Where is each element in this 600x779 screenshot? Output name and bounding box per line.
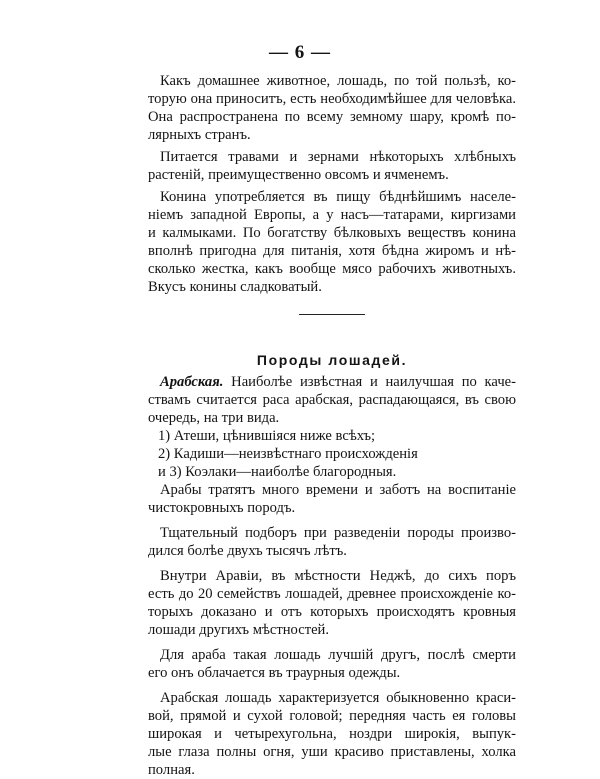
page-body (148, 72, 516, 779)
paragraph-head-description (148, 689, 516, 779)
text-line: торую она приноситъ, есть необходимѣйшее для человѣка. (148, 91, 516, 107)
text-line: вполнѣ пригодна для питанія, хотя бѣдна жиромъ и нѣ- (148, 243, 516, 259)
text-line: чистокровныхъ породъ. (148, 500, 296, 516)
text-line: и калмыками. По богатству бѣлковыхъ веществъ конина (148, 225, 516, 241)
paragraph-nejd-families (148, 567, 516, 639)
text-line: лярныхъ странъ. (148, 127, 251, 143)
text-line: ствамъ считается раса арабская, распадающаяся, въ свою (148, 392, 516, 408)
page-number: — 6 — (269, 42, 331, 63)
paragraph-best-friend (148, 646, 516, 682)
text-line: дился болѣе двухъ тысячъ лѣтъ. (148, 543, 347, 559)
text-line: есть до 20 семействъ лошадей, древнее происхожденіе ко- (148, 586, 516, 602)
text-line: широкая и четырехугольна, ноздри широкія, выпук- (148, 726, 516, 742)
text-line: Какъ домашнее животное, лошадь, по той пользѣ, ко- (160, 73, 516, 89)
text-line: Она распространена по всему земному шару, кромѣ по- (148, 109, 516, 125)
list-item: 2) Кадиши—неизвѣстнаго происхожденія (158, 446, 418, 462)
list-item: и 3) Коэлаки—наиболѣе благородныя. (158, 464, 397, 480)
text-line: его онъ облачается въ траурныя одежды. (148, 665, 401, 681)
text-line: растеній, преимущественно овсомъ и ячменемъ. (148, 167, 449, 183)
text-line: лые глаза полны огня, уши красиво приставлены, холка (148, 744, 516, 760)
text-line (148, 373, 516, 391)
text-line: Питается травами и зернами нѣкоторыхъ хлѣбныхъ (160, 149, 516, 165)
section-title: Породы лошадей. (256, 352, 408, 368)
lead-term: Арабская. (160, 374, 224, 390)
text-line: торыхъ доказано и отъ которыхъ происходятъ кровныя (148, 604, 516, 620)
lead-line-rest: Наиболѣе извѣстная и наилучшая по каче- (223, 374, 516, 390)
text-line: сколько жестка, какъ вообще мясо рабочихъ животныхъ. (148, 261, 516, 277)
paragraph-breeding-care (148, 481, 516, 517)
section-divider (299, 314, 365, 315)
text-line: Конина употребляется въ пищу бѣднѣйшимъ населе- (160, 189, 516, 205)
text-line: вой, прямой и сухой головой; передняя часть ея головы (148, 708, 516, 724)
text-line: Внутри Аравіи, въ мѣстности Неджѣ, до сихъ поръ (160, 568, 516, 584)
text-line: лошади другихъ мѣстностей. (148, 622, 330, 638)
breed-type-list (148, 427, 516, 481)
paragraph-domestic-animal (148, 72, 516, 144)
text-line: очередь, на три вида. (148, 410, 280, 426)
paragraph-arabian-intro (148, 373, 516, 427)
text-line: Для араба такая лошадь лучшій другъ, послѣ смерти (160, 647, 516, 663)
paragraph-diet (148, 148, 516, 184)
text-line: полная. (148, 762, 195, 778)
text-line: Вкусъ конины сладковатый. (148, 279, 322, 295)
text-line: Арабская лошадь характеризуется обыкновенно краси- (160, 690, 516, 706)
text-line: Тщательный подборъ при разведеніи породы произво- (160, 525, 516, 541)
paragraph-selection (148, 524, 516, 560)
paragraph-horse-meat (148, 188, 516, 296)
text-line: Арабы тратятъ много времени и заботъ на воспитаніе (160, 482, 516, 498)
text-line: ніемъ западной Европы, а у насъ—татарами, киргизами (148, 207, 516, 223)
list-item: 1) Атеши, цѣнившіяся ниже всѣхъ; (158, 428, 376, 444)
